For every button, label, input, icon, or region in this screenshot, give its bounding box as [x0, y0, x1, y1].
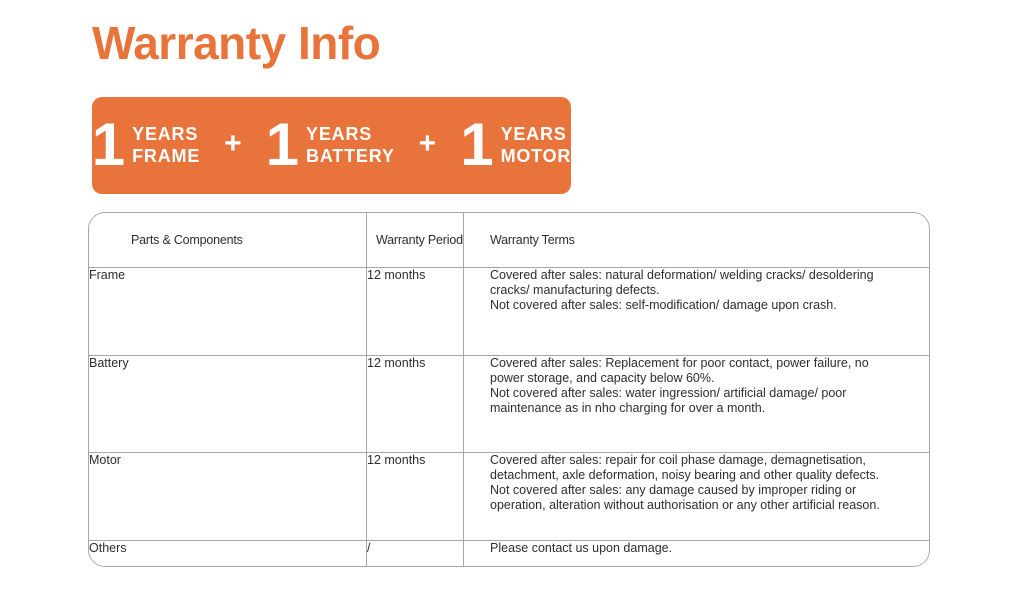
frame-period-cell — [366, 267, 463, 355]
motor-terms-cell — [463, 452, 929, 540]
frame-label: Frame — [89, 268, 126, 282]
frame-terms-line: Covered after sales: natural deformation/ welding cracks/ desoldering — [490, 268, 874, 282]
battery-period-cell — [366, 355, 463, 452]
frame-terms-cell — [463, 267, 929, 355]
battery-terms-line: power storage, and capacity below 60%. — [490, 371, 715, 385]
others-period-cell — [366, 540, 463, 566]
frame-part-cell — [89, 267, 366, 355]
banner-item-battery — [265, 111, 395, 179]
battery-part-label: BATTERY — [306, 146, 395, 167]
others-part-cell — [89, 540, 366, 566]
motor-years-number: 1 — [460, 111, 494, 179]
motor-part-label: MOTOR — [500, 146, 572, 167]
others-terms-cell — [463, 540, 929, 566]
motor-unit-label: YEARS — [500, 124, 567, 145]
warranty-table — [88, 212, 930, 567]
frame-terms-line: cracks/ manufacturing defects. — [490, 283, 660, 297]
motor-terms-line: Not covered after sales: any damage caused by improper riding or — [490, 483, 857, 497]
header-parts-components: Parts & Components — [89, 213, 366, 267]
motor-years-label — [501, 123, 572, 167]
header-warranty-terms: Warranty Terms — [463, 213, 929, 267]
battery-years-number: 1 — [265, 111, 300, 179]
battery-label: Battery — [89, 356, 129, 370]
battery-terms-line: Not covered after sales: water ingression/ artificial damage/ poor — [490, 386, 847, 400]
frame-unit-label: YEARS — [132, 124, 199, 145]
motor-part-cell — [89, 452, 366, 540]
plus-separator: + — [224, 126, 242, 160]
others-label: Others — [89, 541, 127, 555]
others-terms-line: Please contact us upon damage. — [490, 541, 673, 555]
battery-years-label — [306, 123, 395, 167]
page-title: Warranty Info — [92, 17, 381, 69]
motor-period: 12 months — [367, 453, 426, 467]
frame-years-label — [132, 123, 200, 167]
battery-unit-label: YEARS — [306, 124, 373, 145]
banner-item-motor — [460, 111, 572, 179]
plus-separator: + — [418, 126, 437, 160]
motor-terms-line: detachment, axle deformation, noisy bearing and other quality defects. — [490, 468, 880, 482]
header-warranty-period: Warranty Period — [366, 213, 463, 267]
motor-terms-line: Covered after sales: repair for coil phase damage, demagnetisation, — [490, 453, 866, 467]
battery-part-cell — [89, 355, 366, 452]
motor-label: Motor — [89, 453, 121, 467]
frame-part-label: FRAME — [132, 146, 201, 167]
frame-years-number: 1 — [91, 111, 126, 179]
warranty-years-banner — [92, 97, 571, 194]
battery-terms-line: Covered after sales: Replacement for poor contact, power failure, no — [490, 356, 869, 370]
banner-item-frame — [91, 111, 201, 179]
frame-period: 12 months — [367, 268, 426, 282]
battery-period: 12 months — [367, 356, 426, 370]
battery-terms-line: maintenance as in nho charging for over a month. — [490, 401, 766, 415]
others-period: / — [367, 541, 371, 555]
motor-period-cell — [366, 452, 463, 540]
battery-terms-cell — [463, 355, 929, 452]
motor-terms-line: operation, alteration without authorisation or any other artificial reason. — [490, 498, 880, 512]
frame-terms-line: Not covered after sales: self-modification/ damage upon crash. — [490, 298, 837, 312]
